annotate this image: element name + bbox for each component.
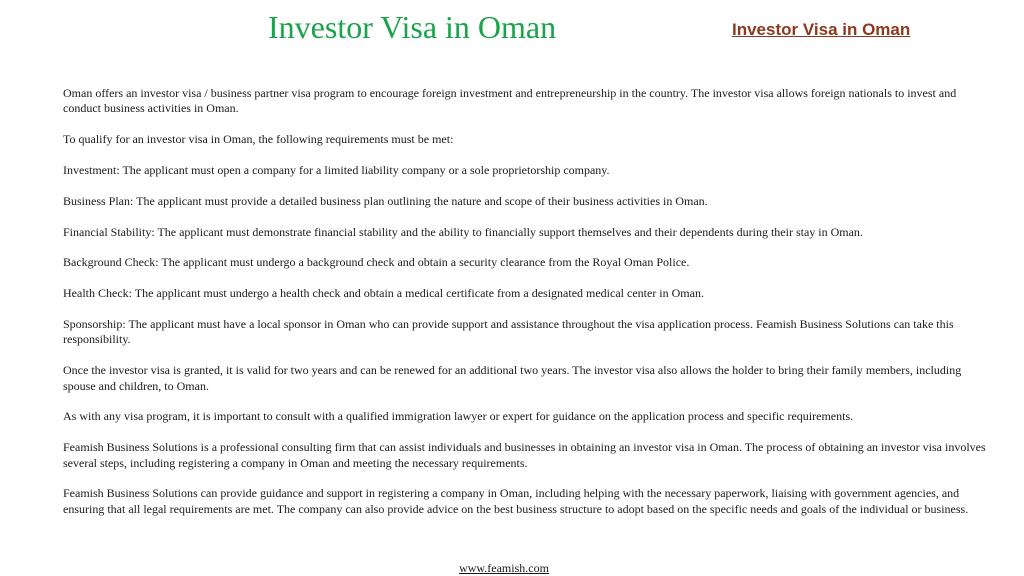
paragraph-financial-stability: Financial Stability: The applicant must demonstrate financial stability and the ability to financially support themselves and their dependents during their stay in Oman. — [63, 224, 863, 239]
paragraph-business-plan: Business Plan: The applicant must provide a detailed business plan outlining the nature and scope of their business activities in Oman. — [63, 193, 708, 208]
page-title: Investor Visa in Oman — [268, 9, 557, 45]
paragraph-validity: Once the investor visa is granted, it is valid for two years and can be renewed for an additional two years. The investor visa also allows the holder to bring their family members, including spouse and children, to Oman. — [63, 363, 962, 393]
paragraph-sponsorship: Sponsorship: The applicant must have a local sponsor in Oman who can provide support and assistance throughout the visa application process. Feamish Business Solutions can take this responsibility. — [63, 316, 954, 347]
paragraph-feamish-intro: Feamish Business Solutions is a professional consulting firm that can assist individuals and businesses in obtaining an investor visa in Oman. The process of obtaining an investor visa involves several steps, including registering a company in Oman and meeting the necessary requirements. — [63, 440, 986, 470]
paragraph-health-check: Health Check: The applicant must undergo a health check and obtain a medical certificate from a designated medical center in Oman. — [63, 286, 704, 301]
paragraph-background-check: Background Check: The applicant must undergo a background check and obtain a security clearance from the Royal Oman Police. — [63, 255, 690, 270]
side-title-link[interactable]: Investor Visa in Oman — [732, 20, 911, 39]
paragraph-investment: Investment: The applicant must open a company for a limited liability company or a sole proprietorship company. — [63, 163, 610, 177]
paragraph-intro: Oman offers an investor visa / business partner visa program to encourage foreign investment and entrepreneurship in the country. The investor visa allows foreign nationals to invest and conduct business activities in Oman. — [63, 86, 957, 116]
footer — [0, 561, 1008, 576]
paragraph-requirements-intro: To qualify for an investor visa in Oman, the following requirements must be met: — [63, 132, 454, 147]
paragraph-feamish-support: Feamish Business Solutions can provide guidance and support in registering a company in Oman, including helping with the necessary paperwork, liaising with government agencies, and ensuring that all legal requirements are met. The company can also provide advice on the best business structure to adopt based on the specific needs and goals of the individual or business. — [63, 486, 969, 516]
footer-website-link[interactable]: www.feamish.com — [459, 561, 549, 575]
paragraph-consult: As with any visa program, it is important to consult with a qualified immigration lawyer or expert for guidance on the application process and specific requirements. — [63, 409, 854, 424]
body-text — [63, 86, 991, 533]
